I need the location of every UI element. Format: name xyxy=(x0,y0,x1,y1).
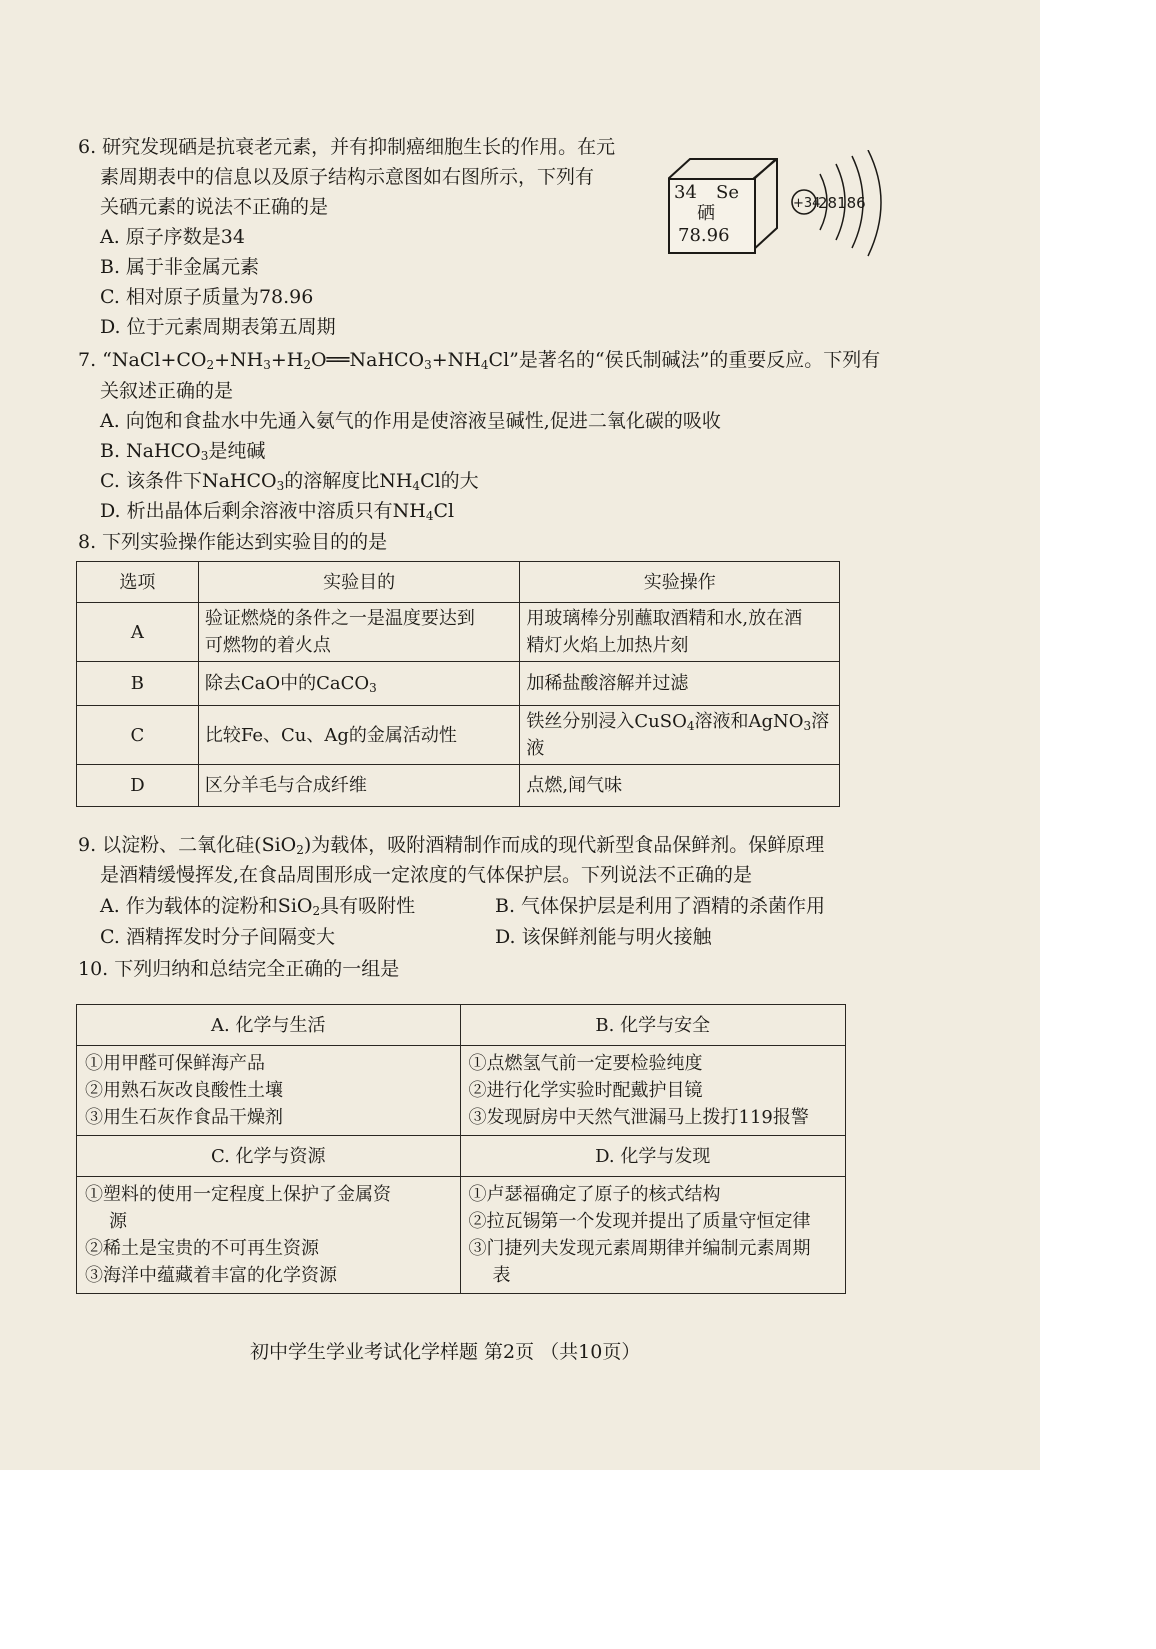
table-row xyxy=(77,706,840,765)
element-atomic-mass: 78.96 xyxy=(678,225,730,246)
element-atomic-number: 34 xyxy=(674,182,697,203)
table-row xyxy=(77,1177,846,1294)
table-row xyxy=(77,765,840,807)
operation-cell: 铁丝分别浸入CuSO$_4$溶液和AgNO$_3$溶液 xyxy=(520,706,840,765)
experiment-table xyxy=(76,561,840,807)
q6-option-a: A. 原子序数是34 xyxy=(100,226,245,248)
q6-option-b: B. 属于非金属元素 xyxy=(100,256,260,278)
q10-stem: 10. 下列归纳和总结完全正确的一组是 xyxy=(78,958,400,980)
goal-cell: 验证燃烧的条件之一是温度要达到 可燃物的着火点 xyxy=(198,603,520,662)
operation-cell: 用玻璃棒分别蘸取酒精和水,放在酒 精灯火焰上加热片刻 xyxy=(520,603,840,662)
q9-option-b: B. 气体保护层是利用了酒精的杀菌作用 xyxy=(495,895,826,917)
table-header: 实验操作 xyxy=(520,562,840,603)
table-header: 选项 xyxy=(77,562,199,603)
q9-option-d: D. 该保鲜剂能与明火接触 xyxy=(495,926,712,948)
table-header: 实验目的 xyxy=(198,562,520,603)
group-b-items: ①点燃氢气前一定要检验纯度 ②进行化学实验时配戴护目镜 ③发现厨房中天然气泄漏马上拨打119报警 xyxy=(460,1046,846,1136)
group-d-title: D. 化学与发现 xyxy=(460,1136,846,1177)
group-d-items: ①卢瑟福确定了原子的核式结构 ②拉瓦锡第一个发现并提出了质量守恒定律 ③门捷列夫发现元素周期律并编制元素周期 表 xyxy=(460,1177,846,1294)
q6-stem-line-3: 关硒元素的说法不正确的是 xyxy=(100,196,329,218)
electron-counts: 28186 xyxy=(818,194,866,212)
group-c-title: C. 化学与资源 xyxy=(77,1136,461,1177)
nucleus-charge: +34 xyxy=(793,196,821,211)
q9-stem-line-2: 是酒精缓慢挥发,在食品周围形成一定浓度的气体保护层。下列说法不正确的是 xyxy=(100,864,753,886)
option-cell: C xyxy=(77,706,199,765)
q7-stem-line-1: 7. “$NaCl+CO_2+NH_3+H_2O══NaHCO_3+NH_4Cl$”是著名的“侯氏制碱法”的重要反应。下列有 xyxy=(78,349,881,372)
q9-stem-line-1: 9. 以淀粉、二氧化硅(SiO$_2$)为载体，吸附酒精制作而成的现代新型食品保鲜剂。保鲜原理 xyxy=(78,834,825,857)
option-cell: B xyxy=(77,662,199,706)
q7-stem-line-2: 关叙述正确的是 xyxy=(100,380,234,402)
group-c-items: ①塑料的使用一定程度上保护了金属资 源 ②稀土是宝贵的不可再生资源 ③海洋中蕴藏着丰富的化学资源 xyxy=(77,1177,461,1294)
group-a-items: ①用甲醛可保鲜海产品 ②用熟石灰改良酸性土壤 ③用生石灰作食品干燥剂 xyxy=(77,1046,461,1136)
option-cell: A xyxy=(77,603,199,662)
electron-shell-4 xyxy=(868,150,881,256)
q7-option-d: D. 析出晶体后剩余溶液中溶质只有$NH_4Cl$ xyxy=(100,500,455,523)
table-header-row xyxy=(77,1136,846,1177)
goal-cell: 比较Fe、Cu、Ag的金属活动性 xyxy=(198,706,520,765)
operation-cell: 加稀盐酸溶解并过滤 xyxy=(520,662,840,706)
table-header-row xyxy=(77,562,840,603)
q9-option-c: C. 酒精挥发时分子间隔变大 xyxy=(100,926,335,948)
group-a-title: A. 化学与生活 xyxy=(77,1005,461,1046)
page-footer: 初中学生学业考试化学样题 第2页 （共10页） xyxy=(250,1341,641,1363)
q6-option-c: C. 相对原子质量为78.96 xyxy=(100,286,314,308)
option-cell: D xyxy=(77,765,199,807)
q6-option-d: D. 位于元素周期表第五周期 xyxy=(100,316,336,338)
q7-option-a: A. 向饱和食盐水中先通入氨气的作用是使溶液呈碱性,促进二氧化碳的吸收 xyxy=(100,410,721,432)
q6-stem-line-2: 素周期表中的信息以及原子结构示意图如右图所示，下列有 xyxy=(100,166,595,188)
q9-option-a: A. 作为载体的淀粉和SiO$_2$具有吸附性 xyxy=(100,895,416,918)
q7-option-c: C. 该条件下NaHCO$_3$的溶解度比$NH_4Cl$的大 xyxy=(100,470,479,493)
table-row xyxy=(77,1046,846,1136)
element-symbol: Se xyxy=(716,182,739,203)
table-row xyxy=(77,662,840,706)
q6-stem-line-1: 6. 研究发现硒是抗衰老元素，并有抑制癌细胞生长的作用。在元 xyxy=(78,136,616,158)
table-row xyxy=(77,603,840,662)
goal-cell: 区分羊毛与合成纤维 xyxy=(198,765,520,807)
element-name: 硒 xyxy=(697,203,715,224)
goal-cell: 除去CaO中的CaCO$_3$ xyxy=(198,662,520,706)
atom-structure-diagram xyxy=(790,150,900,260)
operation-cell: 点燃,闻气味 xyxy=(520,765,840,807)
summary-table xyxy=(76,1004,846,1294)
element-card-side xyxy=(752,158,780,252)
q7-option-b: B. NaHCO$_3$是纯碱 xyxy=(100,440,266,463)
group-b-title: B. 化学与安全 xyxy=(460,1005,846,1046)
table-header-row xyxy=(77,1005,846,1046)
q8-stem: 8. 下列实验操作能达到实验目的的是 xyxy=(78,531,388,553)
element-card xyxy=(668,178,756,254)
